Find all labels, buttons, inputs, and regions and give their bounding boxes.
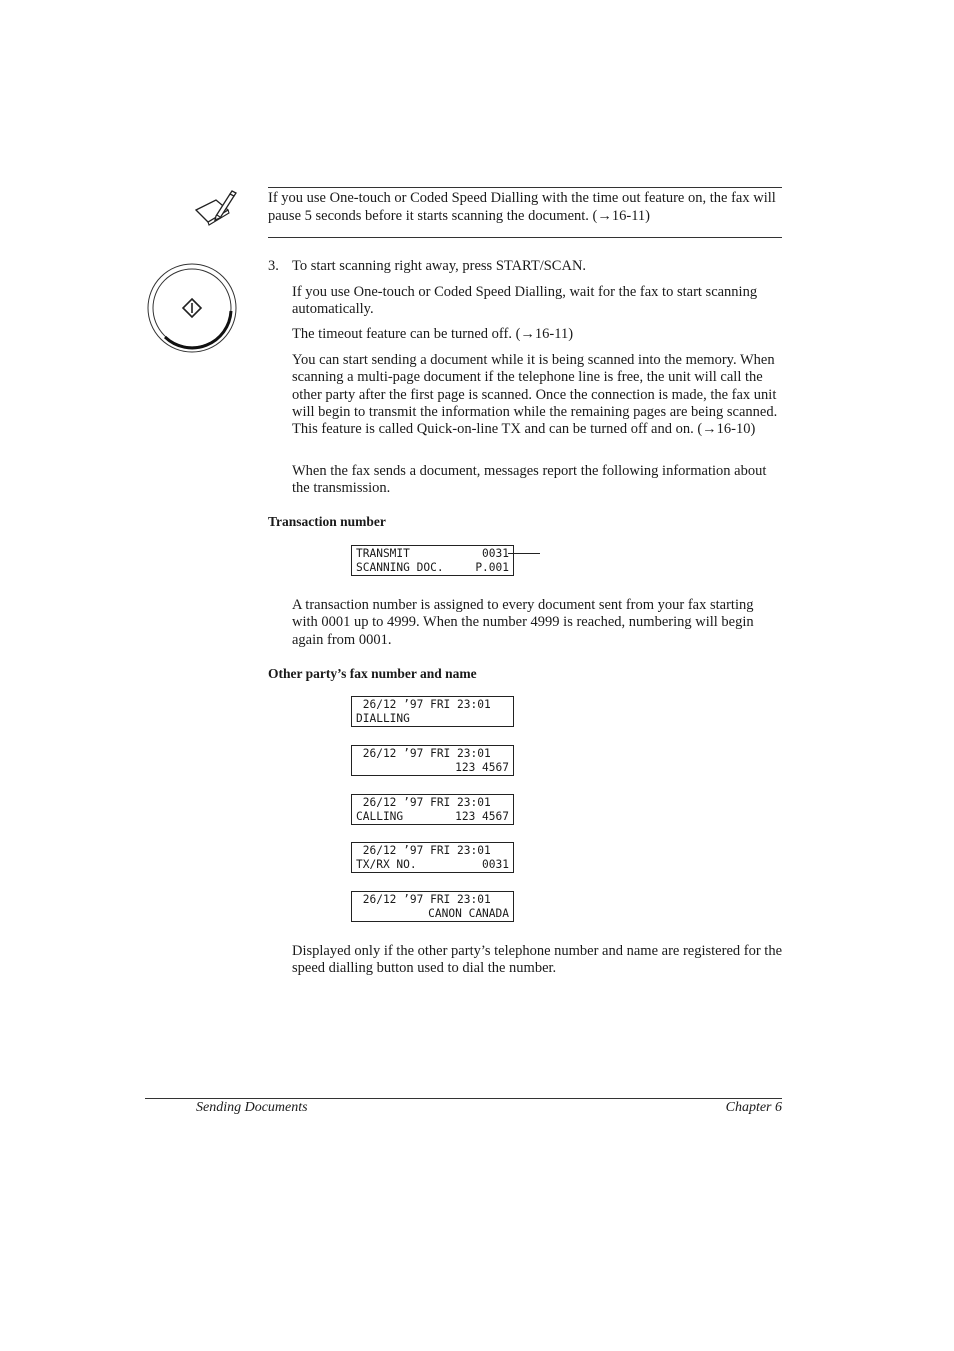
heading-other-party: Other party’s fax number and name: [268, 666, 477, 681]
step-number: 3.: [268, 258, 279, 274]
lcd-date-line: 26/12 ’97 FRI 23:01: [356, 796, 491, 809]
lcd-date-line: 26/12 ’97 FRI 23:01: [356, 844, 491, 857]
lcd-line1-left: TRANSMIT: [356, 547, 410, 560]
lcd-number-display: [351, 745, 514, 776]
lcd-status-right: 123 4567: [455, 760, 509, 774]
paragraph-displayed-only: Displayed only if the other party’s telephone number and name are registered for the speed dialling button used to dial the number.: [292, 943, 783, 977]
lcd-line1-right: 0031: [482, 547, 509, 560]
note-bottom-rule: [268, 237, 782, 238]
paragraph-transaction: A transaction number is assigned to every document sent from your fax starting with 0001 up to 4999. When the number 4999 is reached, numbering will begin again from 0001.: [292, 597, 754, 648]
step-text: To start scanning right away, press START/SCAN.: [292, 258, 587, 274]
footer-chapter: Chapter 6: [725, 1100, 782, 1115]
lcd-status-left: CALLING: [356, 809, 404, 823]
lcd-name-display: [351, 891, 514, 922]
heading-transaction-number: Transaction number: [268, 514, 386, 529]
lcd-status-right: 123 4567: [455, 809, 509, 823]
paragraph-timeout: The timeout feature can be turned off. (→16-11): [292, 326, 574, 342]
lcd-line2-left: SCANNING DOC.: [356, 560, 444, 574]
footer-section-title: Sending Documents: [196, 1100, 308, 1115]
note-text: If you use One-touch or Coded Speed Dialling with the time out feature on, the fax will pause 5 seconds before it starts scanning the document. (→16-11): [268, 190, 776, 224]
paragraph-messages: When the fax sends a document, messages report the following information about the transmission.: [292, 463, 767, 497]
lcd-transmit-display: [351, 545, 514, 576]
lcd-date-line: 26/12 ’97 FRI 23:01: [356, 747, 491, 760]
lcd-date-line: 26/12 ’97 FRI 23:01: [356, 698, 491, 711]
lcd-dialling-display: [351, 696, 514, 727]
lcd-status-left: DIALLING: [356, 711, 410, 725]
footer-rule: [145, 1098, 782, 1099]
lcd-txrx-display: [351, 842, 514, 873]
transaction-pointer-line: [508, 553, 540, 554]
lcd-status-right: 0031: [482, 857, 509, 871]
start-scan-button-icon: [145, 261, 241, 357]
paragraph-quick-online: You can start sending a document while it is being scanned into the memory. When scanning a multi-page document if the telephone line is free, the unit will call the other party after the first page is scanned. Once the connection is made, the fax unit will begin to transmit the information while the remaining pages are being scanned. This feature is called Quick-on-line TX and can be turned off and on. (→16-10): [292, 352, 778, 438]
lcd-status-right: CANON CANADA: [428, 906, 509, 920]
note-top-rule: [268, 187, 782, 188]
pencil-note-icon: [192, 188, 238, 228]
lcd-calling-display: [351, 794, 514, 825]
lcd-line2-right: P.001: [475, 560, 509, 574]
lcd-status-left: TX/RX NO.: [356, 857, 417, 871]
lcd-date-line: 26/12 ’97 FRI 23:01: [356, 893, 491, 906]
paragraph-wait: If you use One-touch or Coded Speed Dialling, wait for the fax to start scanning automatically.: [292, 284, 758, 318]
